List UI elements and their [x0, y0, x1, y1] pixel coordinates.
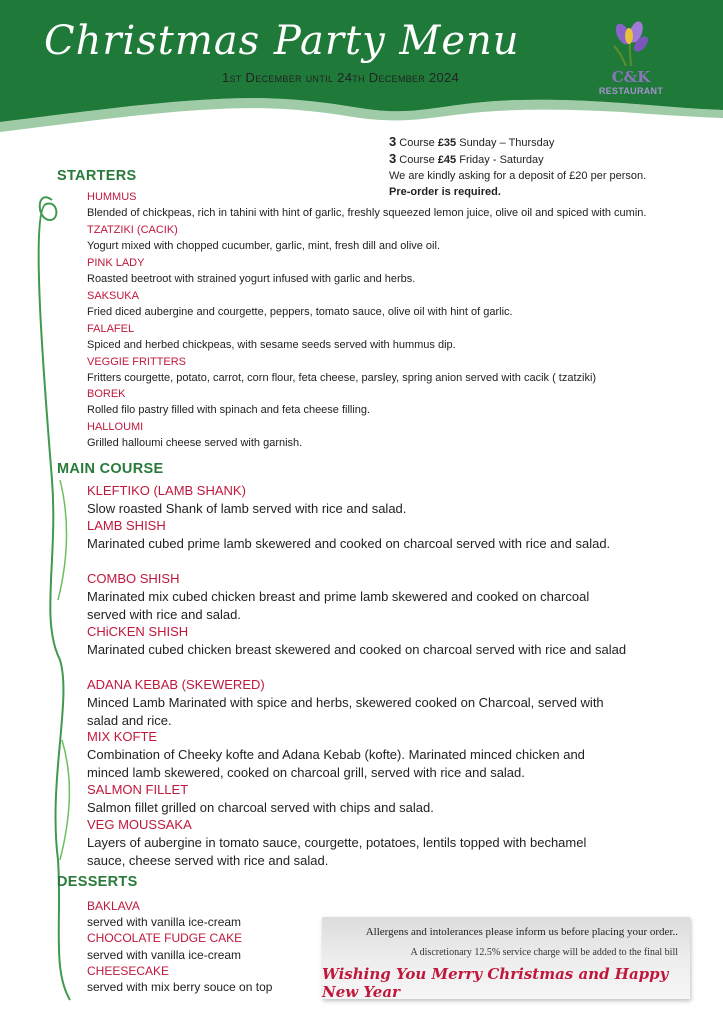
logo-subtitle: RESTAURANT: [598, 86, 664, 96]
starter-name: FALAFEL: [87, 323, 135, 335]
starter-name: HALLOUMI: [87, 421, 144, 433]
starter-desc: Spiced and herbed chickpeas, with sesame seeds served with hummus dip.: [87, 339, 456, 351]
dessert-desc: served with mix berry souce on top: [87, 980, 273, 994]
starter-desc: Grilled halloumi cheese served with garnish.: [87, 437, 303, 449]
pricing-info: [389, 134, 646, 200]
decorative-swirl: [0, 180, 90, 1020]
menu-title: Christmas Party Menu: [44, 18, 520, 64]
main-desc: Combination of Cheeky kofte and Adana Kebab (kofte). Marinated minced chicken and minced lamb skewered, cooked on charcoal grill, served with rice and salad.: [87, 747, 585, 780]
main-desc: Slow roasted Shank of lamb served with rice and salad.: [87, 501, 407, 516]
dessert-name: CHOCOLATE FUDGE CAKE: [87, 931, 243, 945]
main-name: KLEFTIKO (LAMB SHANK): [87, 483, 246, 498]
service-charge-note: A discretionary 12.5% service charge will be added to the final bill: [410, 947, 678, 958]
starter-desc: Roasted beetroot with strained yogurt infused with garlic and herbs.: [87, 273, 416, 285]
starter-desc: Fried diced aubergine and courgette, peppers, tomato sauce, olive oil with hint of garlic.: [87, 306, 513, 318]
main-desc: Layers of aubergine in tomato sauce, courgette, potatoes, lentils topped with bechamel sauce, cheese served with rice and salad.: [87, 835, 587, 868]
starter-name: SAKSUKA: [87, 290, 139, 302]
header-banner: [0, 0, 723, 132]
main-name: VEG MOUSSAKA: [87, 817, 192, 832]
main-name: COMBO SHISH: [87, 571, 180, 586]
main-name: CHiCKEN SHISH: [87, 624, 189, 639]
crocus-flower-icon: [596, 20, 666, 68]
starter-name: PINK LADY: [87, 257, 145, 269]
main-desc: Marinated cubed prime lamb skewered and cooked on charcoal served with rice and salad.: [87, 536, 611, 551]
dessert-desc: served with vanilla ice-cream: [87, 915, 242, 929]
dessert-desc: served with vanilla ice-cream: [87, 948, 242, 962]
dessert-name: BAKLAVA: [87, 899, 140, 913]
restaurant-logo: [596, 20, 666, 100]
starter-name: VEGGIE FRITTERS: [87, 356, 187, 368]
starter-desc: Yogurt mixed with chopped cucumber, garlic, mint, fresh dill and olive oil.: [87, 240, 440, 252]
main-name: LAMB SHISH: [87, 518, 166, 533]
main-name: MIX KOFTE: [87, 729, 158, 744]
main-course-heading: MAIN COURSE: [57, 461, 164, 477]
price-line-weekend: 3 Course £45 Friday - Saturday: [389, 151, 544, 166]
starter-name: BOREK: [87, 388, 126, 400]
main-name: SALMON FILLET: [87, 782, 189, 797]
starter-desc: Blended of chickpeas, rich in tahini with hint of garlic, freshly squeezed lemon juice, olive oil and spiced with cumin.: [87, 207, 647, 219]
desserts-heading: DESSERTS: [57, 874, 138, 890]
main-name: ADANA KEBAB (SKEWERED): [87, 677, 265, 692]
starters-heading: STARTERS: [57, 168, 137, 184]
allergens-note: Allergens and intolerances please inform us before placing your order..: [365, 926, 678, 938]
main-desc: Marinated mix cubed chicken breast and prime lamb skewered and cooked on charcoal served with rice and salad.: [87, 589, 590, 622]
starter-name: HUMMUS: [87, 191, 137, 203]
starter-desc: Rolled filo pastry filled with spinach and feta cheese filling.: [87, 404, 371, 416]
menu-dates: 1st December until 24th December 2024: [222, 70, 460, 85]
deposit-note: We are kindly asking for a deposit of £20 per person.: [389, 170, 647, 182]
season-greeting: Wishing You Merry Christmas and Happy New Year: [322, 965, 669, 1001]
price-line-weekday: 3 Course £35 Sunday – Thursday: [389, 134, 555, 149]
main-desc: Salmon fillet grilled on charcoal served with chips and salad.: [87, 800, 434, 815]
main-desc: Minced Lamb Marinated with spice and herbs, skewered cooked on Charcoal, served with salad and rice.: [87, 695, 604, 728]
notes-box: [322, 917, 690, 999]
dessert-name: CHEESECAKE: [87, 964, 170, 978]
starter-name: TZATZIKI (CACIK): [87, 224, 178, 236]
preorder-note: Pre-order is required.: [389, 186, 501, 198]
logo-name: C&K: [611, 68, 651, 86]
main-desc: Marinated cubed chicken breast skewered and cooked on charcoal served with rice and salad: [87, 642, 627, 657]
starter-desc: Fritters courgette, potato, carrot, corn flour, feta cheese, parsley, spring anion served with cacik ( tzatziki): [87, 372, 597, 384]
